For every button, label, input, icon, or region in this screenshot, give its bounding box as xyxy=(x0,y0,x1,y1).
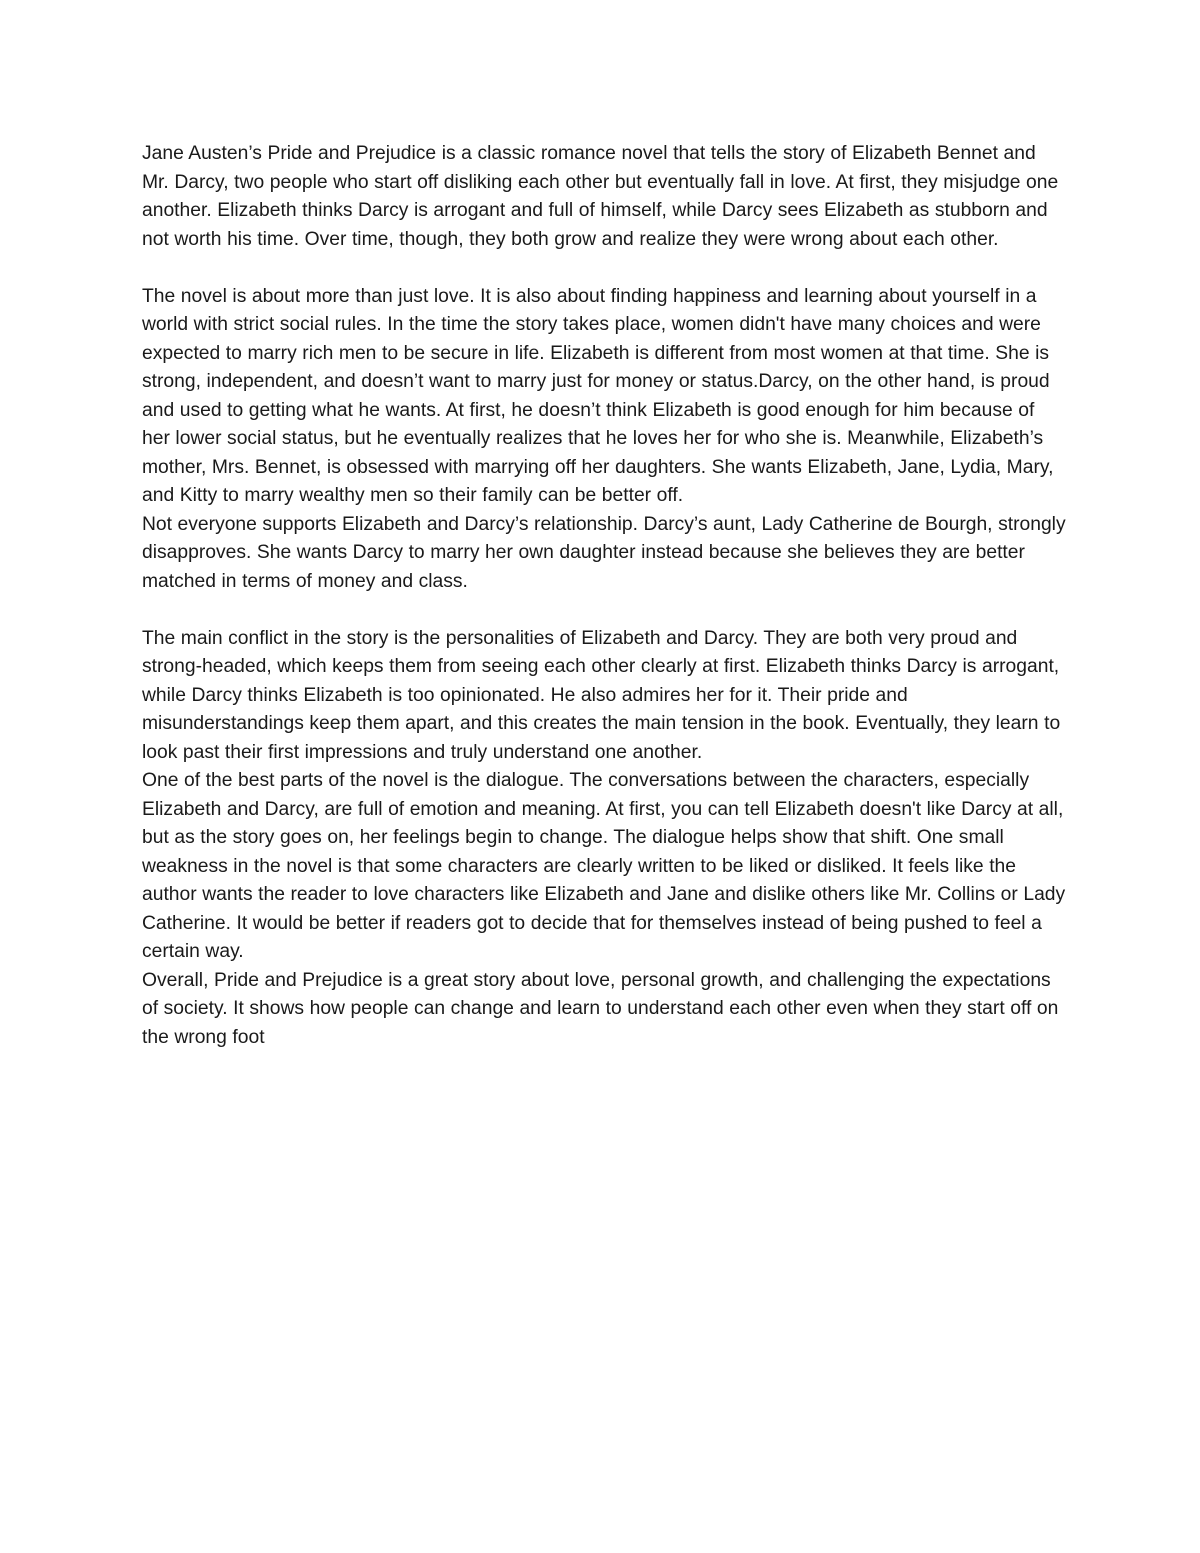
paragraph-lady-catherine: Not everyone supports Elizabeth and Darcy’s relationship. Darcy’s aunt, Lady Catherine de Bourgh, strongly disapproves. She wants Darcy to marry her own daughter instead because she believes they are better matched in terms of money and class. xyxy=(142,513,1066,592)
paragraph-gap xyxy=(142,254,1067,283)
document-body xyxy=(142,140,1067,1052)
paragraph-intro: Jane Austen’s Pride and Prejudice is a classic romance novel that tells the story of Elizabeth Bennet and Mr. Darcy, two people who start off disliking each other but eventually fall in love. At first, they misjudge one another. Elizabeth thinks Darcy is arrogant and full of himself, while Darcy sees Elizabeth as stubborn and not worth his time. Over time, though, they both grow and realize they were wrong about each other. xyxy=(142,143,1059,250)
paragraph-gap xyxy=(142,596,1067,625)
paragraph-themes: The novel is about more than just love. It is also about finding happiness and learning about yourself in a world with strict social rules. In the time the story takes place, women didn't have many choices and were expected to marry rich men to be secure in life. Elizabeth is different from most women at that time. She is strong, independent, and doesn’t want to marry just for money or status.Darcy, on the other hand, is proud and used to getting what he wants. At first, he doesn’t think Elizabeth is good enough for him because of her lower social status, but he eventually realizes that he loves her for who she is. Meanwhile, Elizabeth’s mother, Mrs. Bennet, is obsessed with marrying off her daughters. She wants Elizabeth, Jane, Lydia, Mary, and Kitty to marry wealthy men so their family can be better off. xyxy=(142,285,1054,506)
paragraph-conclusion: Overall, Pride and Prejudice is a great story about love, personal growth, and challenging the expectations of society. It shows how people can change and learn to understand each other even when they start off on the wrong foot xyxy=(142,969,1059,1048)
paragraph-dialogue: One of the best parts of the novel is the dialogue. The conversations between the characters, especially Elizabeth and Darcy, are full of emotion and meaning. At first, you can tell Elizabeth doesn't like Darcy at all, but as the story goes on, her feelings begin to change. The dialogue helps show that shift. One small weakness in the novel is that some characters are clearly written to be liked or disliked. It feels like the author wants the reader to love characters like Elizabeth and Jane and dislike others like Mr. Collins or Lady Catherine. It would be better if readers got to decide that for themselves instead of being pushed to feel a certain way. xyxy=(142,770,1066,962)
paragraph-conflict: The main conflict in the story is the personalities of Elizabeth and Darcy. They are both very proud and strong-headed, which keeps them from seeing each other clearly at first. Elizabeth thinks Darcy is arrogant, while Darcy thinks Elizabeth is too opinionated. He also admires her for it. Their pride and misunderstandings keep them apart, and this creates the main tension in the book. Eventually, they learn to look past their first impressions and truly understand one another. xyxy=(142,627,1061,763)
